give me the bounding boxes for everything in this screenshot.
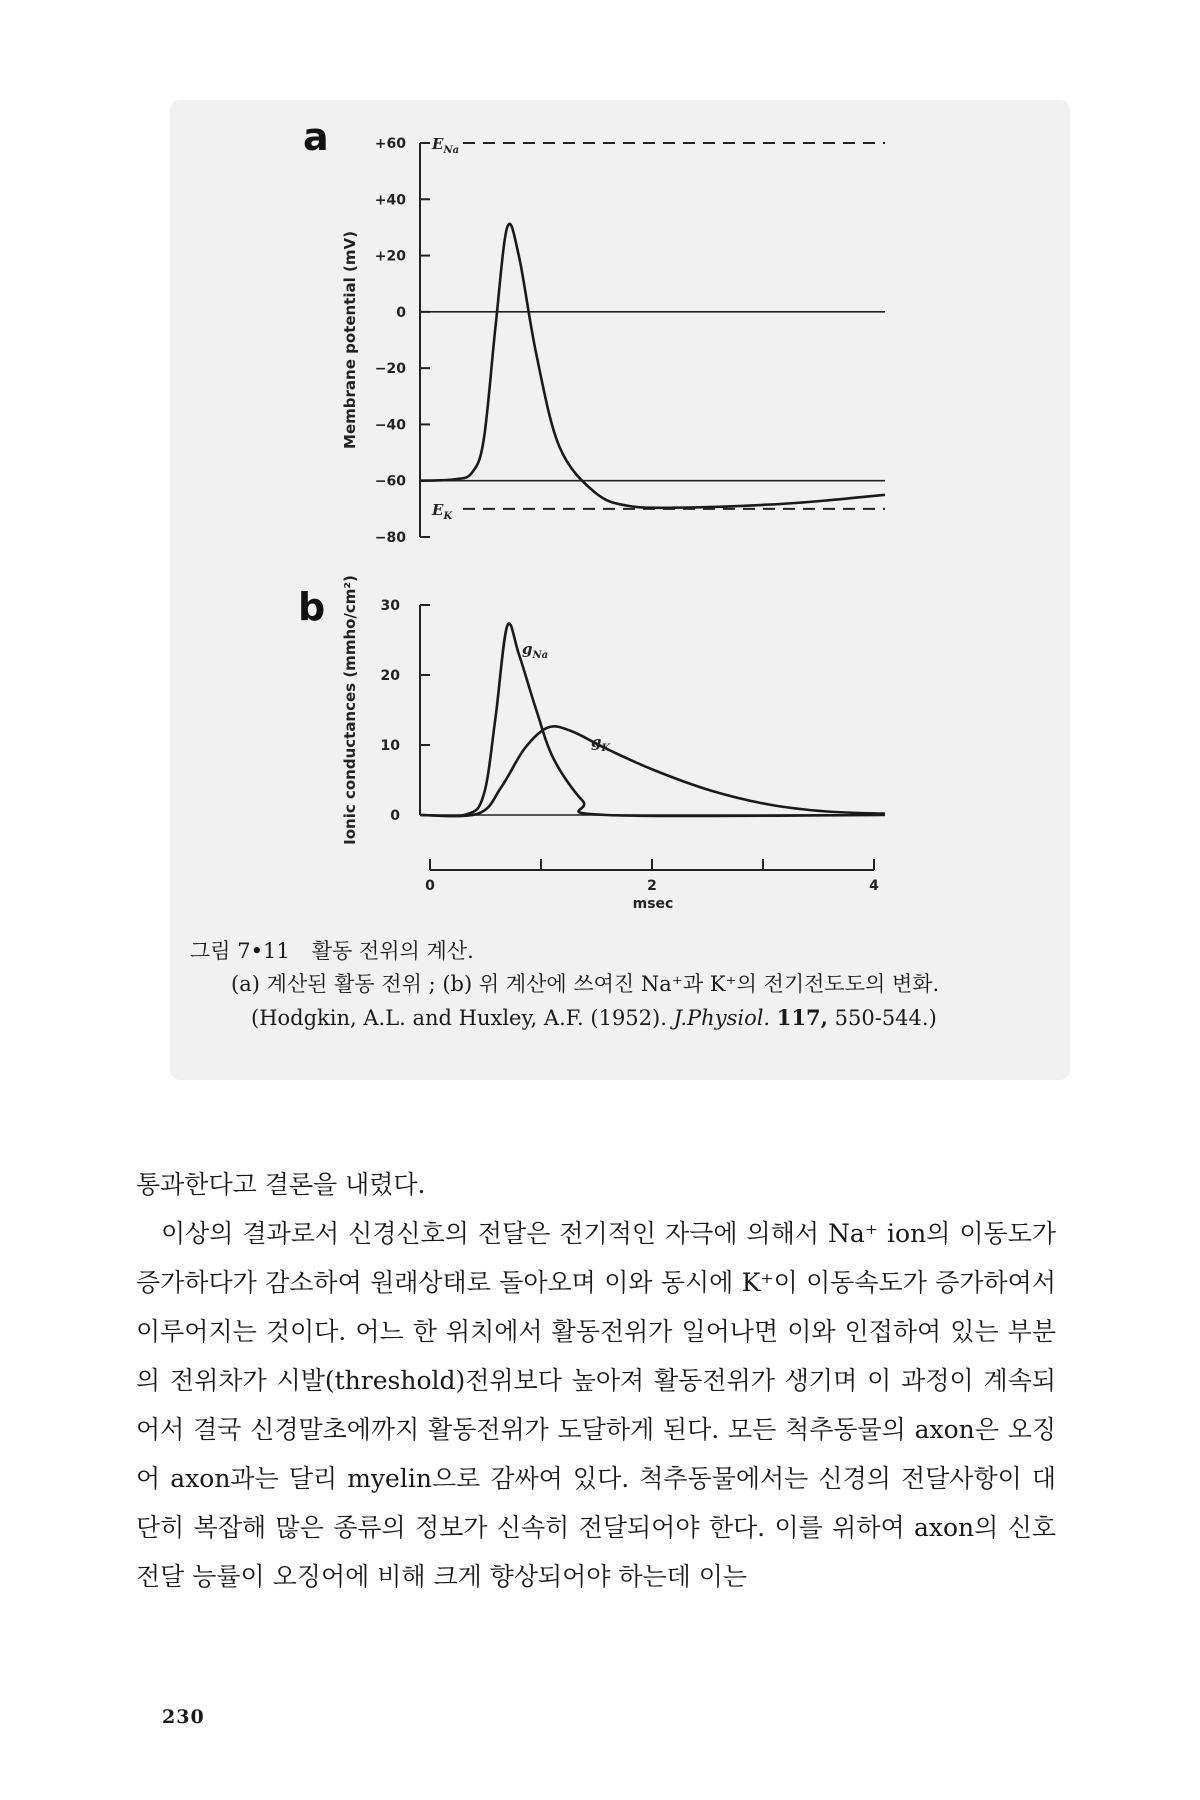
caption-body: [190, 968, 1050, 1035]
panel-a-y-tick-label: +40: [374, 192, 406, 209]
panel-a-y-tick-label: −80: [374, 530, 406, 546]
panel-a-label: a: [303, 115, 329, 159]
reference-label-e-k: $E_K$: [432, 500, 453, 522]
panel-b-label: b: [298, 585, 326, 629]
gk-curve: [420, 726, 885, 816]
panel-a-y-tick-label: −40: [374, 417, 406, 434]
time-axis-tick-label: 2: [647, 878, 657, 894]
caption-citation-journal: J.Physiol.: [673, 1006, 771, 1030]
caption-citation-authors: (Hodgkin, A.L. and Huxley, A.F. (1952).: [251, 1006, 667, 1030]
gk-label: $g_K$: [591, 733, 611, 754]
panel-b-y-tick-label: 30: [380, 598, 400, 614]
body-text: [136, 1160, 1056, 1601]
panel-b-y-tick-label: 0: [390, 808, 400, 824]
panel-a-y-tick-label: +60: [374, 136, 406, 152]
caption-title: 활동 전위의 계산.: [311, 939, 474, 963]
time-axis-tick-label: 4: [869, 878, 879, 894]
reference-label-e-na: $E_{Na}$: [432, 135, 460, 156]
caption-title-line: [190, 935, 1050, 968]
panel-b-y-label: Ionic conductances (mmho/cm²): [341, 575, 359, 845]
panel-a-y-tick-label: 0: [396, 304, 406, 321]
caption-citation-volume: 117,: [776, 1005, 828, 1030]
panel-b-chart: [298, 575, 885, 912]
membrane-potential-curve: [420, 224, 885, 508]
time-axis-tick-label: 0: [425, 878, 435, 894]
x-axis-label: msec: [632, 896, 674, 912]
panel-a-y-tick-label: −60: [374, 473, 406, 490]
page-number: 230: [162, 1706, 205, 1728]
panel-a-y-label: Membrane potential (mV): [341, 231, 359, 449]
caption-citation-pages: 550-544.): [834, 1006, 937, 1030]
body-paragraph-2: 이상의 결과로서 신경신호의 전달은 전기적인 자극에 의해서 Na⁺ ion의 이동도가 증가하다가 감소하여 원래상태로 돌아오며 이와 동시에 K⁺이 이동속도가 증가하여서 이루어지는 것이다. 어느 한 위치에서 활동전위가 일어나면 이와 인접하여 있는 부분의 전위차가 시발(threshold)전위보다 높아져 활동전위가 생기며 이 과정이 계속되어서 결국 신경말초에까지 활동전위가 도달하게 된다. 모든 척추동물의 axon은 오징어 axon과는 달리 myelin으로 감싸여 있다. 척추동물에서는 신경의 전달사항이 대단히 복잡해 많은 종류의 정보가 신속히 전달되어야 한다. 이를 위하여 axon의 신호전달 능률이 오징어에 비해 크게 향상되어야 하는데 이는: [136, 1219, 1056, 1591]
figure-caption: [190, 935, 1050, 1035]
panel-a-chart: [303, 115, 885, 546]
caption-description: (a) 계산된 활동 전위 ; (b) 위 계산에 쓰여진 Na⁺과 K⁺의 전기전도도의 변화.: [231, 972, 940, 996]
gna-curve: [420, 623, 885, 816]
panel-a-y-tick-label: −20: [374, 361, 406, 378]
caption-label: 그림 7•11: [190, 939, 290, 963]
gna-label: $g_{Na}$: [522, 640, 549, 661]
panel-b-y-tick-label: 20: [380, 668, 400, 684]
panel-b-y-tick-label: 10: [380, 738, 400, 754]
body-paragraph-1: 통과한다고 결론을 내렸다.: [136, 1170, 426, 1199]
panel-a-y-tick-label: +20: [374, 248, 406, 265]
